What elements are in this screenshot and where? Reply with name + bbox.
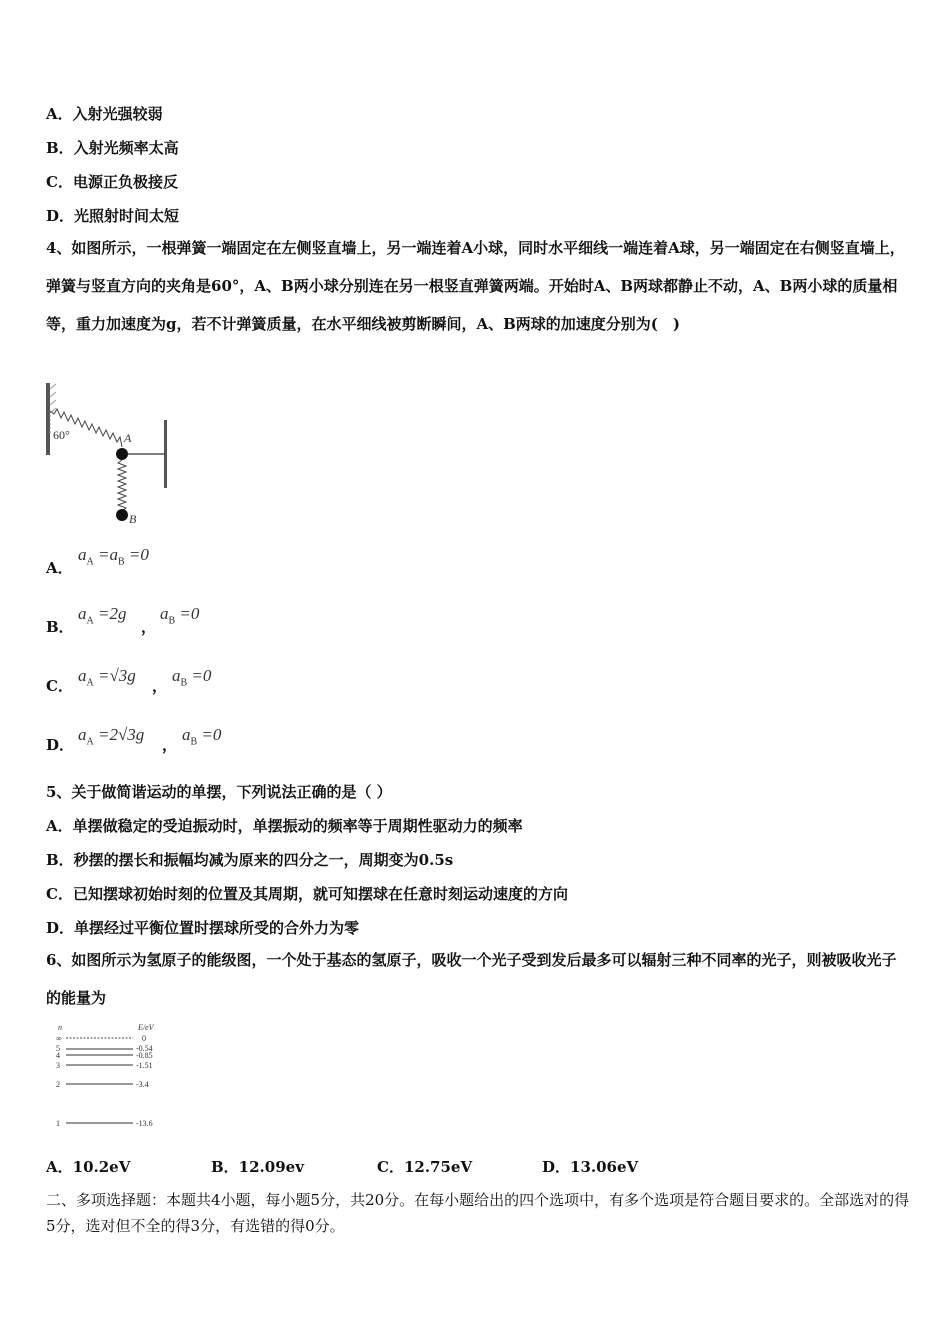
level-n-5: 5: [56, 1044, 60, 1053]
q4-option-c-expr2: $a_B =0$: [172, 666, 212, 689]
q6-stem: 6、如图所示为氢原子的能级图，一个处于基态的氢原子，吸收一个光子受到发后最多可以辐射三种不同率的光子，则被吸收光子的能量为: [46, 951, 897, 1007]
level-n-4: 4: [56, 1051, 60, 1060]
q3-option-a: A．入射光强较弱: [46, 105, 163, 123]
q4-stem: 4、如图所示，一根弹簧一端固定在左侧竖直墙上，另一端连着A小球，同时水平细线一端连着A球，另一端固定在右侧竖直墙上，弹簧与竖直方向的夹角是60°，A、B两小球分别连在另一根竖直弹簧两端。开始时A、B两球都静止不动，A、B两小球的质量相等，重力加速度为g，若不计弹簧质量，在水平细线被剪断瞬间，A、B两球的加速度分别为( ): [46, 239, 905, 333]
q3-option-b: B．入射光频率太高: [46, 139, 179, 157]
spring-figure: [44, 383, 174, 528]
q4-option-c-expr1: $a_A =√3g$: [78, 666, 136, 689]
q4-option-c-comma: ，: [152, 677, 168, 695]
q3-option-d: D．光照射时间太短: [46, 207, 180, 225]
q4-option-d-expr1: $a_A =2√3g$: [78, 725, 145, 748]
q4-option-a-letter: A．: [46, 559, 73, 577]
q4-option-b-expr2: $a_B =0$: [160, 604, 200, 627]
ball-b: [116, 509, 128, 521]
ball-b-label: B: [129, 512, 137, 526]
angle-label: 60°: [53, 428, 70, 442]
q6-option-b: B．12.09ev: [211, 1158, 304, 1176]
level-n-inf: ∞: [56, 1034, 62, 1043]
level-n-1: 1: [56, 1119, 60, 1128]
e-axis-label: E/eV: [138, 1023, 154, 1032]
q4-option-b-letter: B．: [46, 618, 74, 636]
ball-a: [116, 448, 128, 460]
level-e-2: -3.4: [136, 1080, 149, 1089]
ball-a-label: A: [124, 431, 132, 445]
q6-option-a: A．10.2eV: [46, 1158, 131, 1176]
n-axis-label: n: [58, 1023, 62, 1032]
q4-option-d-letter: D．: [46, 736, 75, 754]
level-n-2: 2: [56, 1080, 60, 1089]
level-e-5: -0.54: [136, 1044, 153, 1053]
q5-stem: 5、关于做简谐运动的单摆，下列说法正确的是（ ）: [46, 783, 392, 801]
q4-option-b-comma: ，: [141, 618, 157, 636]
q4-option-c-letter: C．: [46, 677, 73, 695]
left-wall: [46, 383, 50, 455]
q6-option-d: D．13.06eV: [542, 1158, 639, 1176]
level-e-inf: 0: [142, 1034, 146, 1043]
q5-option-a: A．单摆做稳定的受迫振动时，单摆振动的频率等于周期性驱动力的频率: [46, 817, 523, 835]
level-e-4: -0.85: [136, 1051, 153, 1060]
q4-option-d-expr2: $a_B =0$: [182, 725, 222, 748]
section-2-instructions: 二、多项选择题：本题共4小题，每小题5分，共20分。在每小题给出的四个选项中，有多个选项是符合题目要求的。全部选对的得5分，选对但不全的得3分，有选错的得0分。: [46, 1191, 910, 1235]
level-e-3: -1.51: [136, 1061, 153, 1070]
level-n-3: 3: [56, 1061, 60, 1070]
q5-option-b: B．秒摆的摆长和振幅均减为原来的四分之一，周期变为0.5s: [46, 851, 454, 869]
q4-option-b-expr1: $a_A =2g$: [78, 604, 127, 627]
vertical-spring: [118, 460, 126, 511]
q3-option-c: C．电源正负极接反: [46, 173, 178, 191]
q4-option-a-expr: $a_A =a_B =0$: [78, 545, 149, 568]
q5-option-d: D．单摆经过平衡位置时摆球所受的合外力为零: [46, 919, 360, 937]
level-e-1: -13.6: [136, 1119, 153, 1128]
energy-level-diagram: [50, 1022, 170, 1134]
q5-option-c: C．已知摆球初始时刻的位置及其周期，就可知摆球在任意时刻运动速度的方向: [46, 885, 568, 903]
q4-option-d-comma: ，: [162, 736, 178, 754]
q6-option-c: C．12.75eV: [377, 1158, 473, 1176]
